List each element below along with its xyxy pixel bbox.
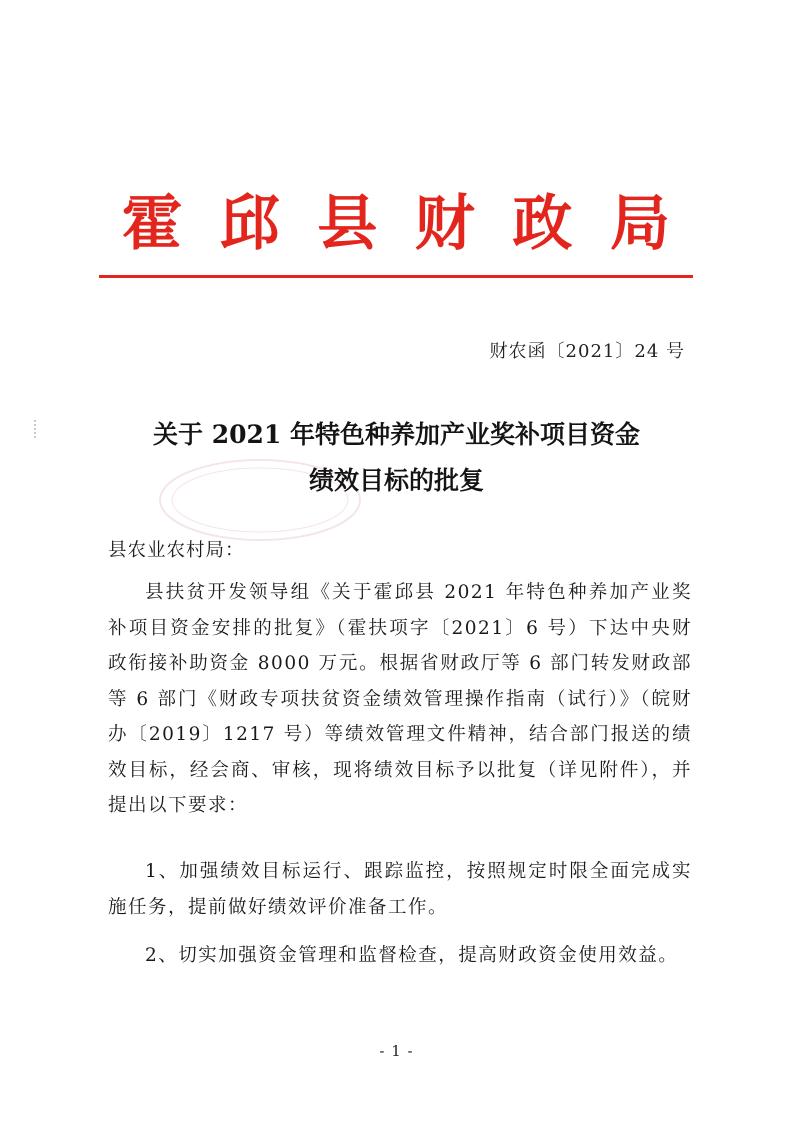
scan-margin-mark <box>34 420 40 438</box>
masthead-char: 霍 <box>122 189 182 259</box>
body-paragraph-2: 1、加强绩效目标运行、跟踪监控，按照规定时限全面完成实施任务，提前做好绩效评价准备工作。 <box>108 861 692 918</box>
title-line-1: 关于 2021 年特色种养加产业奖补项目资金 <box>153 420 640 449</box>
masthead-char: 财 <box>414 189 475 259</box>
masthead-char: 局 <box>609 189 670 259</box>
document-number: 财农函〔2021〕24 号 <box>489 341 685 362</box>
masthead-red-rule <box>99 275 693 278</box>
title-line-2: 绩效目标的批复 <box>308 466 484 495</box>
addressee: 县农业农村局： <box>108 540 245 561</box>
masthead-char: 政 <box>512 189 573 259</box>
body-paragraph-3: 2、切实加强资金管理和监督检查，提高财政资金使用效益。 <box>145 945 679 966</box>
document-title <box>100 412 693 504</box>
masthead-agency-name <box>100 186 692 262</box>
masthead-char: 邱 <box>219 189 280 259</box>
body-paragraph-1: 县扶贫开发领导组《关于霍邱县 2021 年特色种养加产业奖补项目资金安排的批复》（霍扶项字〔2021〕6 号）下达中央财政衔接补助资金 8000 万元。根据省财政厅等 6 部门转发财政部等 6 部门《财政专项扶贫资金绩效管理操作指南（试行）》（皖财办〔2019〕1217 号）等绩效管理文件精神，结合部门报送的绩效目标，经会商、审核，现将绩效目标予以批复（详见附件），并提出以下要求： <box>108 582 692 816</box>
page-number: - 1 - <box>379 1042 414 1060</box>
masthead-char: 县 <box>317 189 378 259</box>
